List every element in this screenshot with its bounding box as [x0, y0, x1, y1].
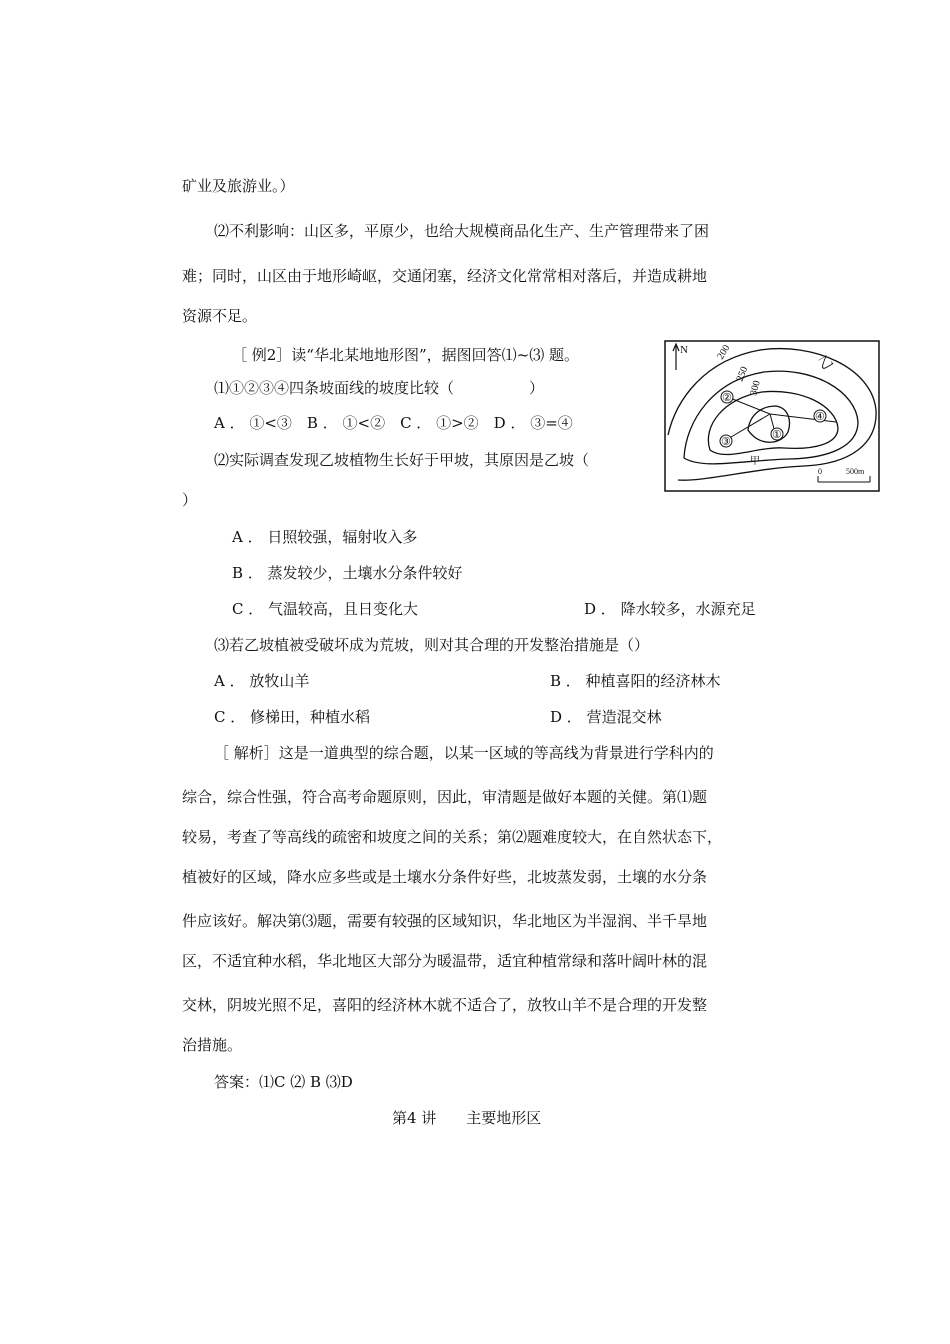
q2-option-c: C ． 气温较高，且日变化大	[232, 600, 419, 618]
contour-label-200: 200	[715, 343, 733, 362]
mark-2: ②	[722, 392, 732, 404]
line-adverse-2: 难；同时，山区由于地形崎岖，交通闭塞，经济文化常常相对落后，并造成耕地	[182, 267, 708, 285]
analysis-line-4: 植被好的区域，降水应多些或是土壤水分条件好些，北坡蒸发弱，土壤的水分条	[182, 868, 708, 886]
example-title: ［ 例2］读“华北某地地形图”，据图回答⑴~⑶ 题。	[232, 346, 579, 364]
analysis-line-7: 交林，阴坡光照不足，喜阳的经济林木就不适合了，放牧山羊不是合理的开发整	[182, 996, 708, 1014]
analysis-line-1: ［ 解析］这是一道典型的综合题，以某一区域的等高线为背景进行学科内的	[214, 744, 714, 762]
analysis-line-2: 综合，综合性强，符合高考命题原则，因此，审清题是做好本题的关健。第⑴题	[182, 788, 708, 806]
q3-option-c: C ． 修梯田，种植水稻	[214, 708, 371, 726]
north-label: N	[680, 344, 688, 356]
line-adverse-1: ⑵不利影响：山区多，平原少，也给大规模商品化生产、生产管理带来了困	[214, 222, 710, 240]
section-heading: 第4 讲 主要地形区	[392, 1109, 542, 1127]
q2-option-a: A ． 日照较强，辐射收入多	[232, 528, 418, 546]
question-3: ⑶若乙坡植被受破坏成为荒坡，则对其合理的开发整治措施是（）	[214, 636, 650, 654]
label-yi: 乙	[816, 353, 837, 374]
question-2: ⑵实际调查发现乙坡植物生长好于甲坡，其原因是乙坡（	[214, 451, 590, 469]
q2-option-d: D ． 降水较多，水源充足	[584, 600, 756, 618]
q2-option-b: B ． 蒸发较少，土壤水分条件较好	[232, 564, 463, 582]
scale-zero: 0	[818, 467, 822, 476]
contour-summit	[748, 406, 790, 442]
mark-1: ①	[772, 429, 782, 441]
contour-label-300: 300	[748, 379, 763, 397]
q3-option-d: D ． 营造混交林	[550, 708, 662, 726]
contour-map	[664, 340, 880, 492]
analysis-line-8: 治措施。	[182, 1036, 243, 1054]
slope-line-2	[730, 398, 770, 414]
q3-option-a: A ． 放牧山羊	[214, 672, 310, 690]
analysis-line-3: 较易，考查了等高线的疏密和坡度之间的关系；第⑵题难度较大，在自然状态下，	[182, 828, 723, 846]
slope-line-3	[726, 414, 770, 440]
q3-option-b: B ． 种植喜阳的经济林木	[550, 672, 721, 690]
analysis-line-5: 件应该好。解决第⑶题，需要有较强的区域知识，华北地区为半湿润、半千旱地	[182, 912, 708, 930]
line-adverse-3: 资源不足。	[182, 307, 258, 325]
analysis-line-6: 区，不适宜种水稻，华北地区大部分为暖温带，适宜种植常绿和落叶阔叶林的混	[182, 952, 708, 970]
contour-label-250: 250	[734, 365, 751, 384]
question-2-close: ）	[182, 491, 198, 509]
label-jia: 甲	[750, 456, 760, 467]
answer-line: 答案：⑴C ⑵ B ⑶D	[214, 1073, 353, 1091]
question-1-options: A ． ①<③ B ． ①<② C ． ①>② D ． ③=④	[214, 414, 573, 432]
mark-4: ④	[815, 411, 825, 423]
question-1: ⑴①②③④四条坡面线的坡度比较（ ）	[214, 379, 545, 397]
scale-length: 500m	[846, 467, 865, 476]
mark-3: ③	[721, 436, 731, 448]
line-mining: 矿业及旅游业。）	[182, 177, 295, 195]
